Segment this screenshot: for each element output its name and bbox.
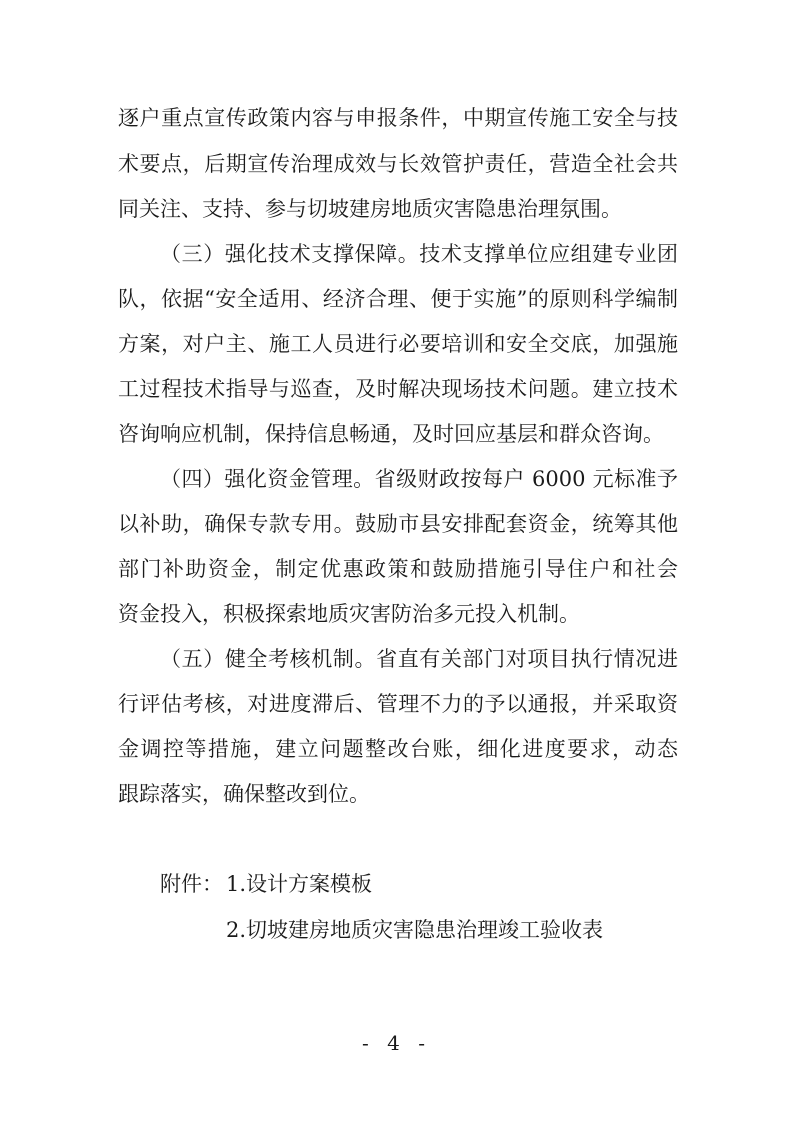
attachment-item-1: 1.设计方案模板 bbox=[226, 872, 373, 896]
paragraph-3-line-1: （四）强化资金管理。省级财政按每户 6000 元标准予 bbox=[160, 467, 678, 491]
page-number: - 4 - bbox=[362, 1031, 431, 1055]
paragraph-3-line-2: 以补助，确保专款专用。鼓励市县安排配套资金，统筹其他 bbox=[118, 512, 678, 536]
paragraph-2-line-5: 咨询响应机制，保持信息畅通，及时回应基层和群众咨询。 bbox=[118, 422, 664, 446]
paragraph-1-line-2: 术要点，后期宣传治理成效与长效管护责任，营造全社会共 bbox=[118, 152, 678, 176]
paragraph-4-line-4: 跟踪落实，确保整改到位。 bbox=[118, 782, 370, 806]
paragraph-2-line-2: 队，依据“安全适用、经济合理、便于实施”的原则科学编制 bbox=[118, 287, 678, 311]
attachments-label: 附件： bbox=[160, 872, 223, 896]
paragraph-2-line-1: （三）强化技术支撑保障。技术支撑单位应组建专业团 bbox=[160, 242, 678, 266]
paragraph-3-line-4: 资金投入，积极探索地质灾害防治多元投入机制。 bbox=[118, 602, 580, 626]
paragraph-2-line-3: 方案，对户主、施工人员进行必要培训和安全交底，加强施 bbox=[118, 332, 678, 356]
paragraph-4-line-1: （五）健全考核机制。省直有关部门对项目执行情况进 bbox=[160, 647, 678, 671]
attachment-item-2: 2.切坡建房地质灾害隐患治理竣工验收表 bbox=[226, 918, 604, 942]
paragraph-1-line-1: 逐户重点宣传政策内容与申报条件，中期宣传施工安全与技 bbox=[118, 106, 678, 130]
paragraph-3-line-3: 部门补助资金，制定优惠政策和鼓励措施引导住户和社会 bbox=[118, 557, 678, 581]
paragraph-4-line-2: 行评估考核，对进度滞后、管理不力的予以通报，并采取资 bbox=[118, 692, 678, 716]
paragraph-4-line-3: 金调控等措施，建立问题整改台账，细化进度要求，动态 bbox=[118, 737, 678, 761]
paragraph-1-line-3: 同关注、支持、参与切坡建房地质灾害隐患治理氛围。 bbox=[118, 197, 622, 221]
paragraph-2-line-4: 工过程技术指导与巡查，及时解决现场技术问题。建立技术 bbox=[118, 377, 678, 401]
